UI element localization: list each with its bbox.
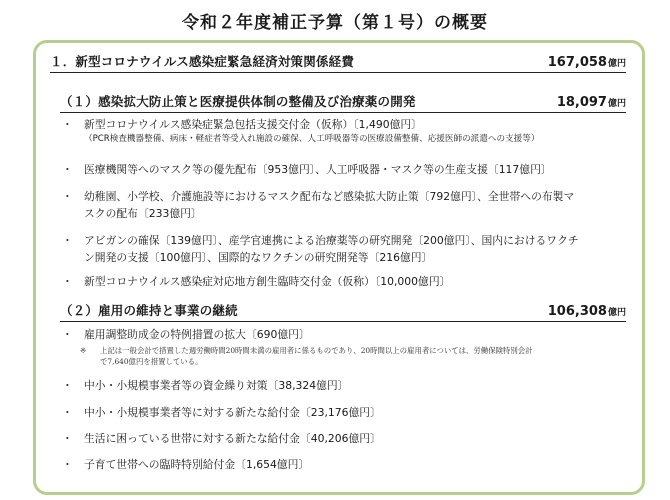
bullet-mark: ・ xyxy=(62,458,73,471)
list-item xyxy=(62,378,632,394)
list-item-text: 新型コロナウイルス感染症緊急包括支援交付金（仮称）〔1,490億円〕 xyxy=(84,118,422,131)
list-item-text: スクの配布〔233億円〕 xyxy=(84,207,202,220)
list-item-text: 雇用調整助成金の特例措置の拡大〔690億円〕 xyxy=(84,328,310,341)
bullet-mark: ・ xyxy=(62,379,73,392)
list-item-continued xyxy=(62,206,632,222)
main-section-amount: 167,058 xyxy=(547,55,607,70)
list-item-text: 医療機関等へのマスク等の優先配布〔953億円〕、人工呼吸器・マスク等の生産支援〔117億円〕 xyxy=(84,163,552,176)
section2-heading xyxy=(60,301,626,322)
section2-amount: 106,308 xyxy=(547,304,607,319)
section1-heading xyxy=(60,92,626,113)
list-item-text: ン開発の支援〔100億円〕、国際的なワクチンの研究開発等〔216億円〕 xyxy=(84,251,433,264)
bullet-mark: ・ xyxy=(62,406,73,419)
footnote-mark: ※ xyxy=(80,346,87,355)
section2-total xyxy=(548,303,626,319)
list-item xyxy=(62,233,632,249)
bullet-mark: ・ xyxy=(62,432,73,445)
list-item xyxy=(62,327,632,343)
list-item xyxy=(62,189,632,205)
section1-total xyxy=(557,94,626,110)
list-item-text: 中小・小規模事業者等に対する新たな給付金〔23,176億円〕 xyxy=(84,406,381,419)
list-item-text: 子育て世帯への臨時特別給付金〔1,654億円〕 xyxy=(84,458,310,471)
list-item xyxy=(62,274,632,290)
list-item-text: 幼稚園、小学校、介護施設等におけるマスク配布など感染拡大防止策〔792億円〕、全世帯への布製マ xyxy=(84,190,575,203)
bullet-mark: ・ xyxy=(62,234,73,247)
list-item xyxy=(62,431,632,447)
main-section-unit: 億円 xyxy=(607,59,626,69)
main-section-heading xyxy=(50,52,626,73)
section2-unit: 億円 xyxy=(607,308,626,318)
section1-unit: 億円 xyxy=(607,99,626,109)
list-item-subtext: （PCR検査機器整備、病床・軽症者等受入れ施設の確保、人工呼吸器等の医療設備整備、応援医師の派遣への支援等） xyxy=(84,134,540,144)
footnote-line: で7,640億円を措置している。 xyxy=(100,357,203,366)
bullet-mark: ・ xyxy=(62,163,73,176)
main-section-total xyxy=(548,54,626,70)
list-item-text: 中小・小規模事業者等の資金繰り対策〔38,324億円〕 xyxy=(84,379,349,392)
list-item-text: アビガンの確保〔139億円〕、産学官連携による治療薬等の研究開発〔200億円〕、国内におけるワクチ xyxy=(84,234,579,247)
footnote xyxy=(80,345,533,367)
section1-label: （１）感染拡大防止策と医療提供体制の整備及び治療薬の開発 xyxy=(60,94,416,109)
section1-amount: 18,097 xyxy=(556,95,607,110)
list-item xyxy=(62,117,632,133)
bullet-mark: ・ xyxy=(62,328,73,341)
bullet-mark: ・ xyxy=(62,118,73,131)
list-item-continued xyxy=(62,250,632,266)
list-item xyxy=(62,405,632,421)
list-item-text: 新型コロナウイルス感染症対応地方創生臨時交付金（仮称）〔10,000億円〕 xyxy=(84,275,451,288)
main-section-label: １．新型コロナウイルス感染症緊急経済対策関係経費 xyxy=(50,54,355,69)
bullet-mark: ・ xyxy=(62,190,73,203)
footnote-line: 上記は一般会計で措置した週労働時間20時間未満の雇用者に係るものであり、20時間以上の雇用者については、労働保険特別会計 xyxy=(100,346,533,355)
bullet-mark: ・ xyxy=(62,275,73,288)
section2-label: （２）雇用の維持と事業の継続 xyxy=(60,303,238,318)
list-item-text: 生活に困っている世帯に対する新たな給付金〔40,206億円〕 xyxy=(84,432,381,445)
list-item xyxy=(62,457,632,473)
page-title: 令和２年度補正予算（第１号）の概要 xyxy=(182,13,488,33)
list-item xyxy=(62,162,632,178)
